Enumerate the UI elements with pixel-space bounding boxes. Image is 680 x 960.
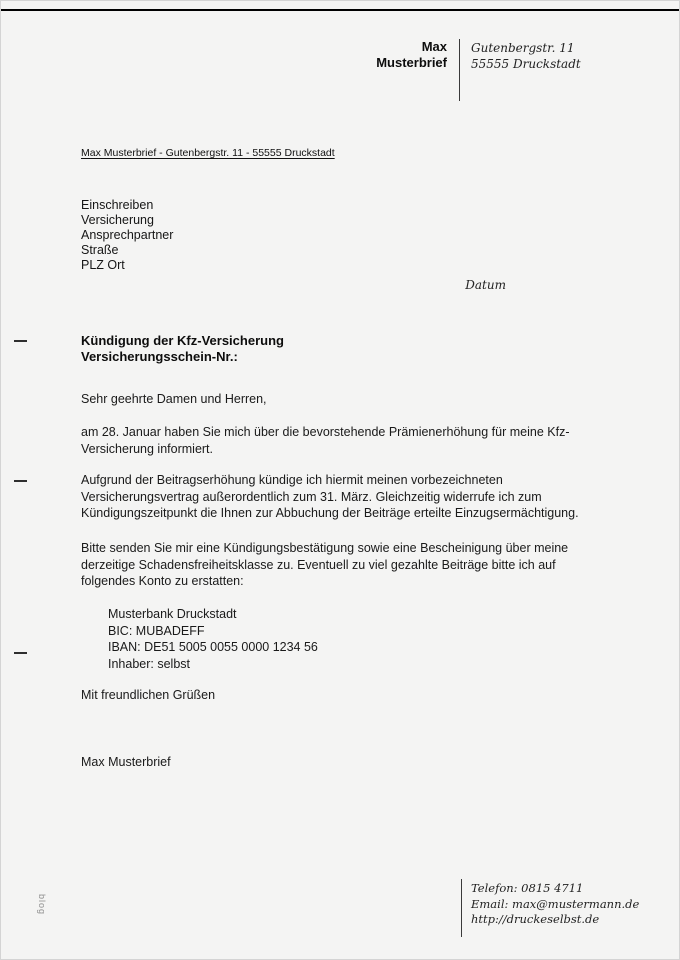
footer-divider-rule [461, 879, 462, 937]
bank-name: Musterbank Druckstadt [108, 607, 237, 621]
footer-website: http://druckeselbst.de [471, 912, 600, 926]
recipient-line: Ansprechpartner [81, 228, 174, 242]
recipient-line: PLZ Ort [81, 258, 125, 272]
footer-phone: Telefon: 0815 4711 [471, 881, 584, 895]
sender-name [376, 39, 447, 70]
recipient-block [81, 198, 173, 273]
bank-bic: BIC: MUBADEFF [108, 623, 205, 638]
sender-name-line2: Musterbrief [376, 54, 447, 70]
bank-details [108, 606, 632, 672]
fold-mark [14, 652, 27, 654]
side-watermark: blog [37, 894, 47, 916]
fold-mark [14, 480, 27, 482]
paragraph-1: am 28. Januar haben Sie mich über die bevorstehende Prämienerhöhung für meine Kfz-Versicherung informiert. [81, 425, 570, 456]
date-placeholder: Datum [465, 278, 506, 292]
header-divider-rule [459, 39, 460, 101]
fold-mark [14, 340, 27, 342]
signature-name: Max Musterbrief [81, 755, 171, 769]
sender-address-street: Gutenbergstr. 11 [471, 41, 575, 55]
bank-iban: IBAN: DE51 5005 0055 0000 1234 56 [108, 640, 318, 654]
top-rule [1, 9, 679, 11]
recipient-line: Einschreiben [81, 198, 154, 212]
closing-phrase: Mit freundlichen Grüßen [81, 688, 216, 702]
paragraph-3: Bitte senden Sie mir eine Kündigungsbestätigung sowie eine Bescheinigung über meine derzeitige Schadensfreiheitsklasse zu. Eventuell zu viel gezahlte Beiträge bitte ich auf folgendes Konto zu erstatten: [81, 541, 569, 588]
footer-contact-block [471, 881, 639, 928]
envelope-sender-line: Max Musterbrief - Gutenbergstr. 11 - 55555 Druckstadt [81, 147, 335, 159]
salutation: Sehr geehrte Damen und Herren, [81, 392, 267, 406]
sender-address-city: 55555 Druckstadt [471, 56, 581, 71]
recipient-line: Straße [81, 243, 119, 257]
recipient-line: Versicherung [81, 213, 154, 227]
sender-name-line1: Max [421, 39, 447, 54]
bank-holder: Inhaber: selbst [108, 656, 190, 671]
sender-address [471, 41, 581, 72]
paragraph-2: Aufgrund der Beitragserhöhung kündige ich hiermit meinen vorbezeichneten Versicherungsvertrag außerordentlich zum 31. März. Gleichzeitig widerrufe ich zum Kündigungszeitpunkt die Ihnen zur Abbuchung der Beiträge erteilte Einzugsermächtigung. [81, 473, 579, 520]
footer-email: Email: max@mustermann.de [471, 896, 640, 911]
subject-block [81, 333, 284, 365]
subject-line2: Versicherungsschein-Nr.: [81, 349, 238, 364]
subject-line1: Kündigung der Kfz-Versicherung [81, 333, 284, 348]
